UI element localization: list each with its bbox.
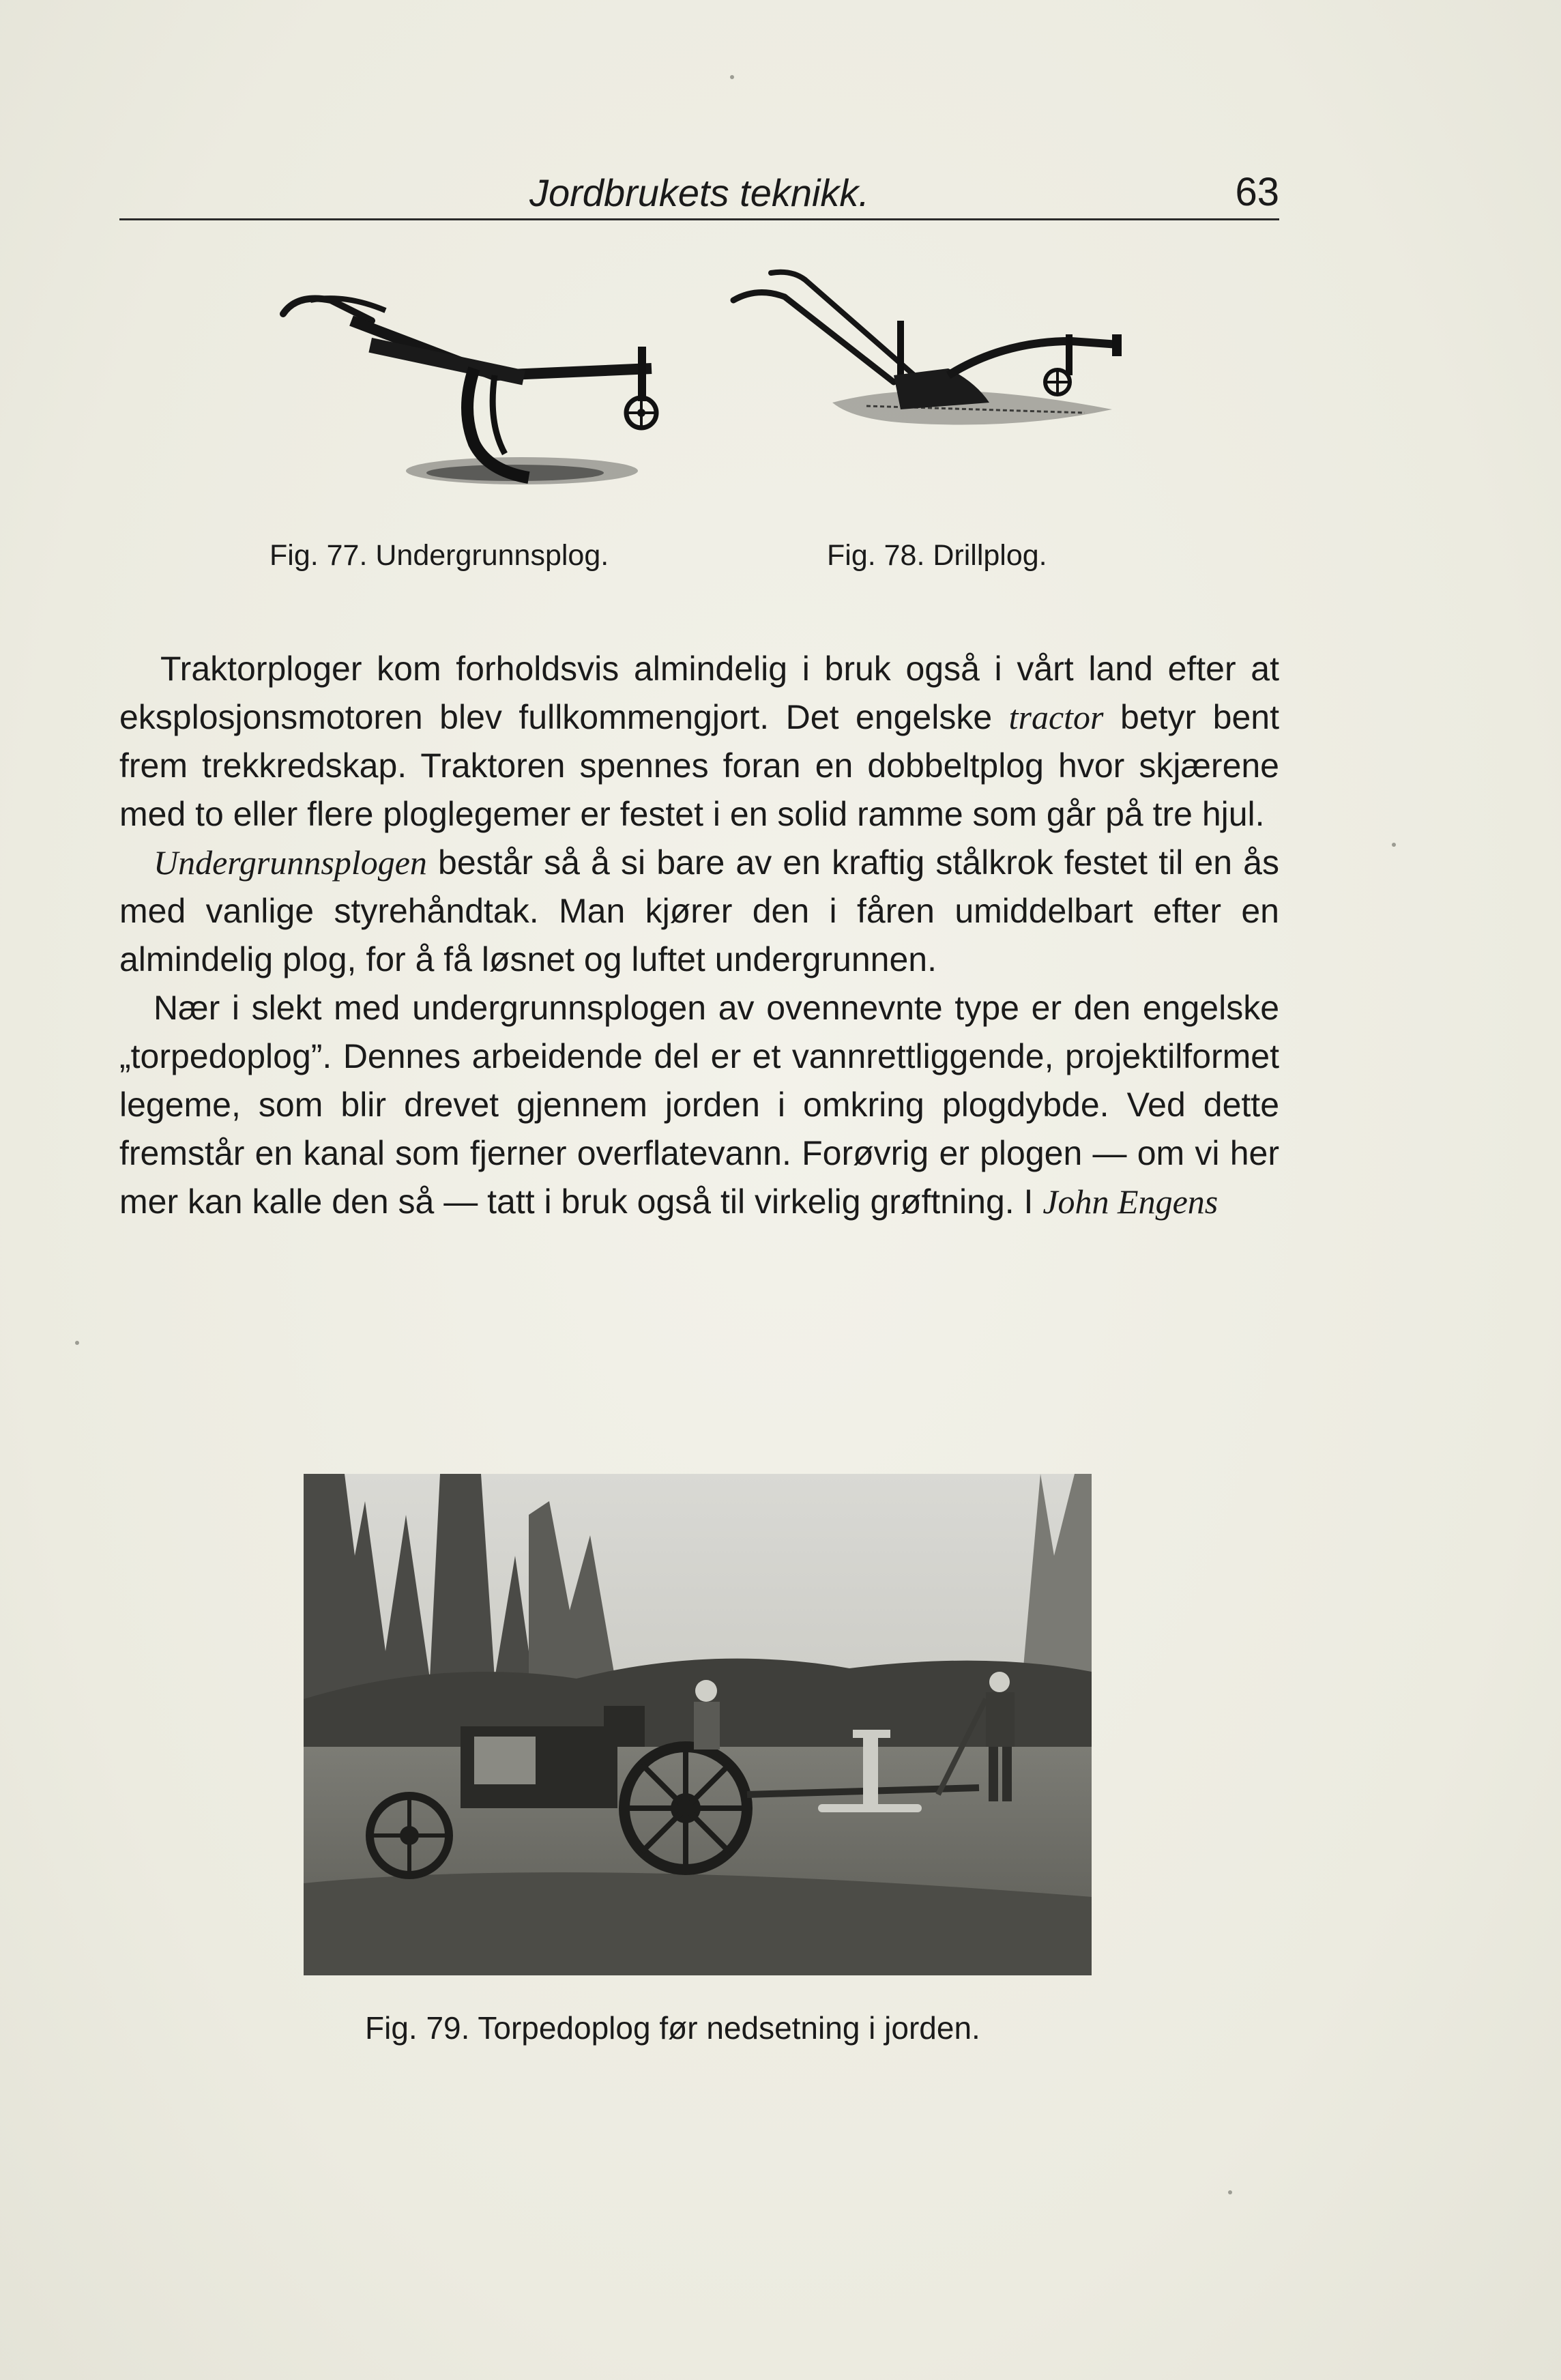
paragraph-tractor-ploughs: Traktorploger kom forholdsvis almindelig i bruk også i vårt land efter at eksplosjonsmotoren blev fullkommengjort. Det engelske tractor betyr bent frem trekkredskap. Traktoren spennes foran en dobbeltplog hvor skjærene med to eller flere ploglegemer er festet i en solid ramme som går på tre hjul. — [119, 650, 1279, 833]
drill-plough-illustration — [730, 266, 1139, 450]
page-number: 63 — [1235, 170, 1279, 214]
fig78-caption: Fig. 78. Drillplog. — [827, 539, 1047, 572]
paper-speck — [1228, 2190, 1232, 2194]
running-title: Jordbrukets teknikk. — [529, 171, 869, 214]
torpedo-plough-photo — [304, 1474, 1092, 1975]
paper-speck — [730, 75, 734, 79]
paragraph-subsoil-plough: Undergrunnsplogen består så å si bare av en kraftig stålkrok festet til en ås med vanlige styrehåndtak. Man kjører den i fåren umiddelbart efter en almindelig plog, for å få løsnet og luftet undergrunnen. — [119, 843, 1279, 978]
body-text — [119, 645, 1279, 1226]
fig77-caption: Fig. 77. Undergrunnsplog. — [269, 539, 609, 572]
paper-speck — [75, 1341, 79, 1345]
paper-speck — [1392, 843, 1396, 847]
running-head — [119, 164, 1279, 218]
paragraph-torpedo-plough: Nær i slekt med undergrunnsplogen av ovennevnte type er den engelske „torpedoplog”. Dennes arbeidende del er et vannrettliggende, projektilformet legeme, som blir drevet gjennem jorden i omkring plogdybde. Ved dette fremstår en kanal som fjerner overflatevann. Forøvrig er plogen — om vi her mer kan kalle den så — tatt i bruk også til virkelig grøftning. I John Engens — [119, 989, 1279, 1221]
fig79-caption: Fig. 79. Torpedoplog før nedsetning i jorden. — [365, 2010, 980, 2046]
header-rule — [119, 218, 1279, 220]
subsoil-plough-illustration — [269, 273, 692, 498]
